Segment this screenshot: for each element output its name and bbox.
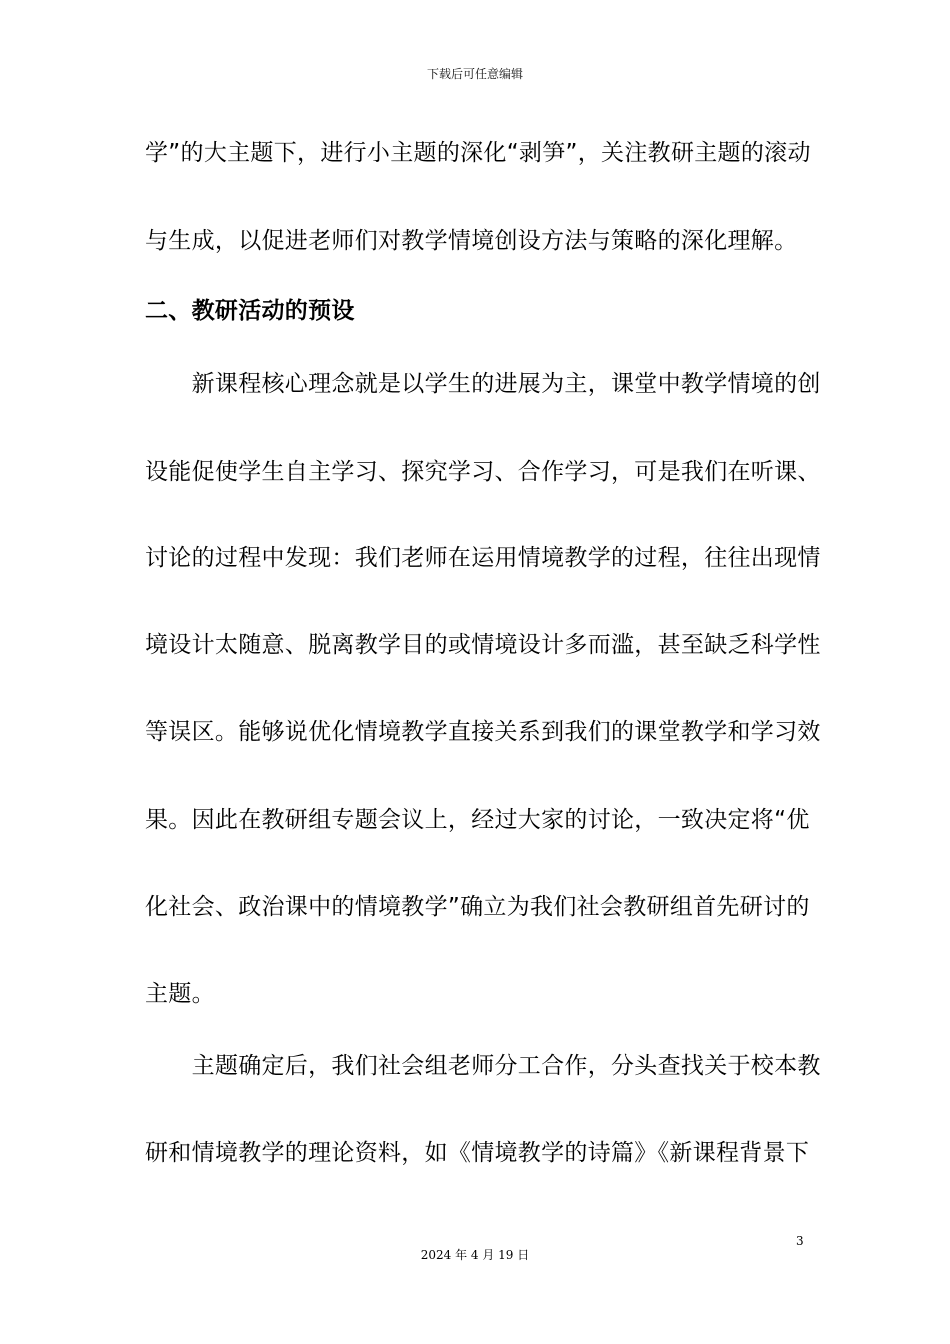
paragraph-line: 研和情境教学的理论资料，如《情境教学的诗篇》《新课程背景下: [145, 1140, 810, 1166]
paragraph-line: 果。因此在教研组专题会议上，经过大家的讨论，一致决定将“优: [145, 807, 810, 833]
paragraph-line: 新课程核心理念就是以学生的进展为主，课堂中教学情境的创: [145, 371, 821, 397]
paragraph-line: 讨论的过程中发现：我们老师在运用情境教学的过程，往往出现情: [145, 545, 821, 571]
page-header: 下载后可任意编辑: [426, 67, 523, 81]
paragraph-line: 设能促使学生自主学习、探究学习、合作学习，可是我们在听课、: [145, 459, 821, 485]
paragraph-line: 化社会、政治课中的情境教学”确立为我们社会教研组首先研讨的: [145, 894, 810, 920]
paragraph-line: 学”的大主题下，进行小主题的深化“剥笋”，关注教研主题的滚动: [145, 140, 811, 166]
footer-date: 2024 年 4 月 19 日: [420, 1248, 530, 1262]
paragraph-line: 等误区。能够说优化情境教学直接关系到我们的课堂教学和学习效: [145, 719, 821, 745]
paragraph-line: 主题确定后，我们社会组老师分工合作，分头查找关于校本教: [145, 1053, 821, 1079]
paragraph-line: 与生成，以促进老师们对教学情境创设方法与策略的深化理解。: [145, 228, 798, 254]
paragraph-line: 主题。: [145, 981, 215, 1007]
section-heading: 二、教研活动的预设: [145, 298, 355, 324]
page-number: 3: [796, 1234, 804, 1248]
paragraph-line: 境设计太随意、脱离教学目的或情境设计多而滥，甚至缺乏科学性: [145, 632, 821, 658]
